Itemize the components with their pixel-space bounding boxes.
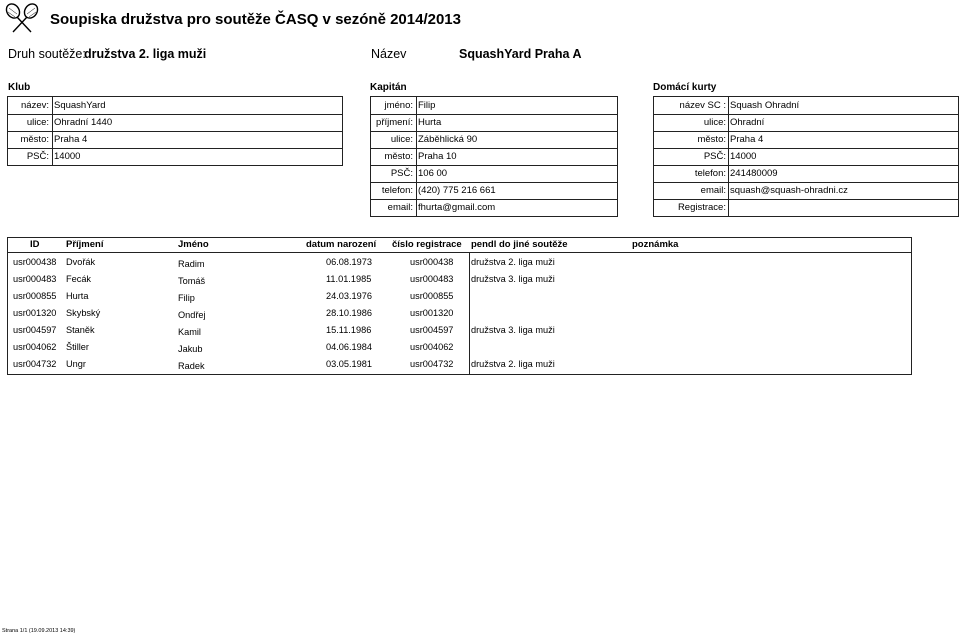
col-header-registrace: číslo registrace: [392, 239, 462, 250]
col-header-prijmeni: Příjmení: [66, 239, 104, 250]
cell-prijmeni: Štiller: [66, 342, 89, 352]
players-table: [7, 237, 912, 375]
nazev-value: SquashYard Praha A: [459, 47, 582, 61]
cell-id: usr000483: [13, 274, 57, 284]
table-row: [8, 273, 911, 290]
kurty-mesto-label: město:: [697, 134, 726, 145]
kurty-registrace-label: Registrace:: [677, 202, 726, 213]
cell-registrace: usr004062: [410, 342, 454, 352]
col-header-datum: datum narození: [306, 239, 377, 250]
kapitan-ulice-label: ulice:: [390, 134, 413, 145]
cell-prijmeni: Fecák: [66, 274, 92, 284]
cell-prijmeni: Dvořák: [66, 257, 96, 267]
col-header-id: ID: [30, 239, 40, 250]
cell-jmeno: Ondřej: [178, 310, 206, 320]
cell-jmeno: Radek: [178, 361, 205, 371]
druh-value: družstva 2. liga muži: [84, 47, 207, 61]
cell-datum: 24.03.1976: [326, 291, 372, 301]
cell-registrace: usr000438: [410, 257, 454, 267]
cell-registrace: usr004597: [410, 325, 454, 335]
klub-psc-label: PSČ:: [26, 151, 49, 162]
kapitan-mesto-value: Praha 10: [418, 151, 457, 162]
kapitan-ulice-value: Záběhlická 90: [418, 134, 478, 145]
cell-id: usr000438: [13, 257, 57, 267]
cell-pendl: družstva 3. liga muži: [471, 325, 555, 335]
nazev-label: Název: [371, 47, 407, 61]
cell-id: usr004597: [13, 325, 57, 335]
cell-jmeno: Kamil: [178, 327, 201, 337]
cell-datum: 04.06.1984: [326, 342, 372, 352]
col-header-poznamka: poznámka: [632, 239, 679, 250]
kapitan-email-value: fhurta@gmail.com: [418, 202, 496, 213]
klub-nazev-value: SquashYard: [54, 100, 106, 111]
cell-datum: 28.10.1986: [326, 308, 372, 318]
section-kapitan: Kapitán: [370, 82, 407, 93]
table-row: [8, 358, 911, 375]
cell-registrace: usr004732: [410, 359, 454, 369]
page-footer: Strana 1/1 (19.09.2013 14:39): [2, 628, 76, 634]
kurty-ulice-label: ulice:: [703, 117, 726, 128]
klub-mesto-label: město:: [20, 134, 49, 145]
kapitan-telefon-label: telefon:: [381, 185, 413, 196]
cell-prijmeni: Ungr: [66, 359, 86, 369]
klub-nazev-label: název:: [21, 100, 49, 111]
col-header-pendl: pendl do jiné soutěže: [471, 239, 568, 250]
cell-jmeno: Tomáš: [178, 276, 206, 286]
page-title: Soupiska družstva pro soutěže ČASQ v sezóně 2014/2013: [50, 11, 461, 28]
cell-datum: 15.11.1986: [326, 325, 372, 335]
kapitan-telefon-value: (420) 775 216 661: [418, 185, 496, 196]
kurty-nazev-value: Squash Ohradní: [730, 100, 800, 111]
kapitan-prijmeni-label: příjmení:: [376, 117, 413, 128]
druh-label: Druh soutěže:: [8, 47, 86, 61]
kurty-psc-label: PSČ:: [703, 151, 726, 162]
cell-jmeno: Radim: [178, 259, 205, 269]
klub-mesto-value: Praha 4: [54, 134, 88, 145]
kurty-email-value: squash@squash-ohradni.cz: [730, 185, 848, 196]
klub-ulice-label: ulice:: [26, 117, 49, 128]
cell-jmeno: Jakub: [178, 344, 203, 354]
cell-datum: 11.01.1985: [326, 274, 372, 284]
cell-id: usr001320: [13, 308, 57, 318]
cell-registrace: usr000855: [410, 291, 454, 301]
kurty-psc-value: 14000: [730, 151, 757, 162]
cell-prijmeni: Skybský: [66, 308, 101, 318]
kapitan-psc-value: 106 00: [418, 168, 448, 179]
cell-datum: 03.05.1981: [326, 359, 372, 369]
cell-pendl: družstva 2. liga muži: [471, 359, 555, 369]
cell-jmeno: Filip: [178, 293, 195, 303]
kapitan-jmeno-value: Filip: [418, 100, 436, 111]
table-row: [8, 290, 911, 307]
cell-id: usr004062: [13, 342, 57, 352]
klub-table: [7, 96, 343, 166]
kurty-telefon-value: 241480009: [730, 168, 778, 179]
table-row: [8, 341, 911, 358]
section-klub: Klub: [8, 82, 31, 93]
kapitan-table: [370, 96, 618, 217]
col-header-jmeno: Jméno: [178, 239, 209, 250]
kurty-email-label: email:: [700, 185, 726, 196]
cell-id: usr000855: [13, 291, 57, 301]
cell-pendl: družstva 2. liga muži: [471, 257, 555, 267]
kurty-telefon-label: telefon:: [694, 168, 726, 179]
table-row: [8, 324, 911, 341]
kurty-ulice-value: Ohradní: [730, 117, 765, 128]
klub-psc-value: 14000: [54, 151, 81, 162]
kapitan-prijmeni-value: Hurta: [418, 117, 442, 128]
kurty-nazev-label: název SC :: [679, 100, 726, 111]
squash-logo-icon: [2, 2, 42, 34]
cell-prijmeni: Hurta: [66, 291, 89, 301]
section-kurty: Domácí kurty: [653, 82, 717, 93]
kurty-table: [653, 96, 959, 217]
table-row: [8, 307, 911, 324]
table-row: [8, 256, 911, 273]
kapitan-mesto-label: město:: [384, 151, 413, 162]
cell-pendl: družstva 3. liga muži: [471, 274, 555, 284]
kapitan-email-label: email:: [387, 202, 413, 213]
cell-id: usr004732: [13, 359, 57, 369]
kapitan-jmeno-label: jméno:: [384, 100, 413, 111]
cell-datum: 06.08.1973: [326, 257, 372, 267]
klub-ulice-value: Ohradní 1440: [54, 117, 113, 128]
cell-registrace: usr001320: [410, 308, 454, 318]
cell-prijmeni: Staněk: [66, 325, 95, 335]
kurty-mesto-value: Praha 4: [730, 134, 764, 145]
cell-registrace: usr000483: [410, 274, 454, 284]
kapitan-psc-label: PSČ:: [390, 168, 413, 179]
